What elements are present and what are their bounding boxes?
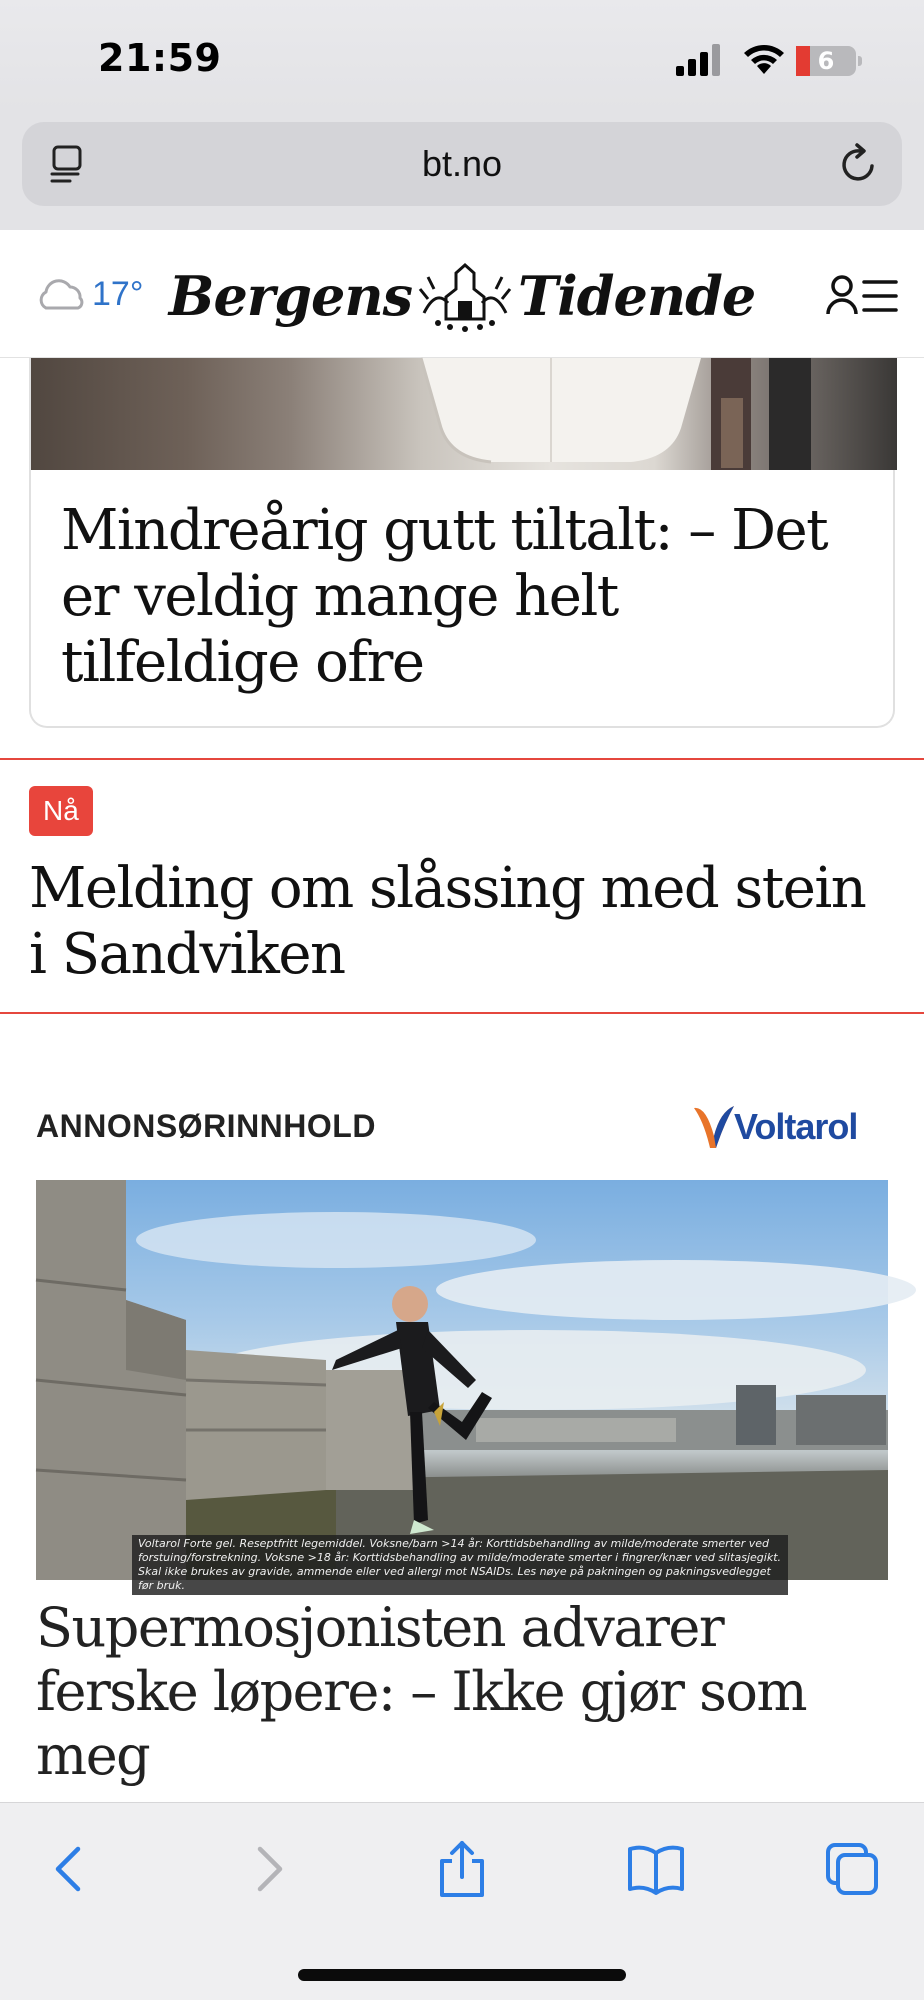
breaking-news-item[interactable]	[0, 758, 924, 1014]
battery-indicator	[796, 46, 862, 76]
sponsor-brand: Voltarol	[734, 1106, 858, 1147]
logo-text-right: Tidende	[518, 264, 756, 328]
forward-icon[interactable]	[238, 1839, 298, 1899]
logo-text-left: Bergens	[168, 264, 413, 328]
status-time: 21:59	[98, 36, 222, 80]
cellular-signal-icon	[676, 44, 722, 76]
status-bar	[0, 0, 924, 110]
live-badge: Nå	[29, 786, 93, 836]
bookmarks-icon[interactable]	[626, 1839, 686, 1899]
address-bar[interactable]	[22, 122, 902, 206]
article-headline[interactable]: Mindreårig gutt tiltalt: – Det er veldig mange helt tilfeldige ofre	[61, 498, 828, 695]
voltarol-v-logo-icon	[690, 1102, 738, 1152]
reload-icon[interactable]	[836, 142, 880, 186]
browser-address-area	[0, 110, 924, 230]
sponsored-photo	[36, 1180, 888, 1580]
cloud-icon	[34, 274, 88, 314]
url-text[interactable]: bt.no	[421, 143, 503, 184]
home-indicator[interactable]	[298, 1969, 626, 1981]
article-image	[31, 358, 897, 470]
sponsored-image[interactable]	[36, 1180, 888, 1592]
battery-level: 6	[817, 47, 835, 75]
tabs-icon[interactable]	[822, 1839, 882, 1899]
sponsor-logo[interactable]	[690, 1100, 857, 1154]
sponsored-headline[interactable]: Supermosjonisten advarer ferske løpere: – Ikke gjør som meg	[36, 1596, 807, 1787]
site-header	[0, 230, 924, 358]
back-icon[interactable]	[40, 1839, 100, 1899]
share-icon[interactable]	[432, 1839, 492, 1899]
wifi-icon	[742, 40, 786, 76]
temperature: 17°	[92, 274, 144, 313]
article-photo-figure	[381, 358, 811, 470]
account-menu-icon[interactable]	[826, 274, 898, 318]
weather-widget[interactable]	[34, 270, 143, 318]
ad-disclaimer: Voltarol Forte gel. Reseptfritt legemiddel. Voksne/barn >14 år: Korttidsbehandling av milde/moderate smerter ved forstuing/forstrekning. Voksne >18 år: Korttidsbehandling av milde/moderate smerter i fingrer/knær ved slitasjegikt. Skal ikke brukes av gravide, ammende eller ved allergi mot NSAIDs. Les nøye på pakningen og pakningsvedlegget før bruk.	[132, 1535, 788, 1595]
browser-toolbar	[0, 1802, 924, 2000]
site-logo[interactable]	[168, 256, 756, 336]
crest-icon	[418, 259, 512, 333]
article-card[interactable]	[29, 358, 895, 728]
breaking-headline[interactable]: Melding om slåssing med stein i Sandviken	[29, 856, 866, 987]
sponsored-label: ANNONSØRINNHOLD	[36, 1108, 376, 1144]
